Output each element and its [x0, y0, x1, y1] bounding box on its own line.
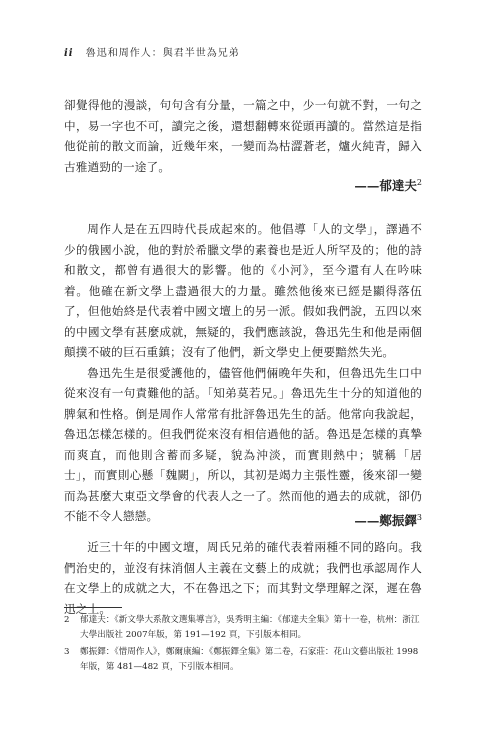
paragraph-1-block	[64, 95, 422, 177]
footnote-ref: 3	[416, 512, 422, 522]
footnote-number: 2	[64, 615, 70, 625]
footnote	[64, 645, 422, 675]
paragraph: 卻覺得他的漫談，句句含有分量，一篇之中，少一句就不對，一句之中，易一字也不可，讀完之後，還想翻轉來從頭再讀的。當然這是指他從前的散文而論，近幾年來，一變而為枯澀蒼老，爐火純青，歸入古雅遒勁的一途了。	[64, 98, 422, 174]
footnote-rule	[64, 607, 122, 608]
attribution-zheng-zhenduo	[354, 511, 422, 529]
attribution-name: ——郁達夫	[354, 178, 417, 193]
footnote-ref: 2	[416, 177, 422, 187]
footnote-text: 鄭振鐸：《惜周作人》，鄭爾康編：《鄭振鐸全集》第二卷，石家莊：花山文藝出版社 1998年版，第 481—482 頁，下引版本相同。	[80, 647, 419, 672]
running-title: 魯迅和周作人：與君半世為兄弟	[85, 48, 240, 59]
attribution-name: ——鄭振鐸	[354, 513, 417, 528]
paragraph-2-3-block	[64, 219, 422, 527]
page-number: ii	[64, 48, 74, 59]
footnote-text: 郁達夫：《新文學大系散文選集導言》，吳秀明主編：《郁達夫全集》第十一卷，杭州：浙江大學出版社 2007年版，第 191—192 頁，下引版本相同。	[80, 615, 420, 640]
paragraph: 魯迅先生是很愛護他的，儘管他們倆晚年失和，但魯迅先生口中從來沒有一句責難他的話。「知弟莫若兄。」魯迅先生十分的知道他的脾氣和性格。倒是周作人常常有批評魯迅先生的話。他常向我說起，魯迅怎樣怎樣的。但我們從來沒有相信過他的話。魯迅是怎樣的真摯而爽直，而他則含蓄而多疑，貌為沖淡，而實則熱中；號稱「居士」，而實則心懸「魏闕」，所以，其初是竭力主張性靈，後來卻一變而為甚麼大東亞文學會的代表人之一了。然而他的過去的成就，卻仍不能不令人戀戀。	[64, 365, 422, 523]
paragraph: 近三十年的中國文壇，周氏兄弟的確代表着兩種不同的路向。我們治史的，並沒有抹消個人主義在文藝上的成就；我們也承認周作人在文學上的成就之大，不在魯迅之下；而其對文學理解之深，遲在魯迅之上。	[64, 540, 422, 616]
paragraph: 周作人是在五四時代長成起來的。他倡導「人的文學」，譯過不少的俄國小說，他的對於希臘文學的素養也是近人所罕及的；他的詩和散文，都曾有過很大的影響。他的《小河》，至今還有人在吟味着。他確在新文學上盡過很大的力量。雖然他後來已經是顯得落伍了，但他始終是代表着中國文壇上的另一派。假如我們說，五四以來的中國文學有甚麼成就，無疑的，我們應該說，魯迅先生和他是兩個顛撲不破的巨石重鎮；沒有了他們，新文學史上便要黯然失光。	[64, 222, 422, 359]
footnotes	[64, 613, 422, 677]
footnote	[64, 613, 422, 643]
attribution-yu-dafu	[354, 176, 422, 194]
running-head	[64, 44, 240, 59]
footnote-number: 3	[64, 647, 70, 657]
